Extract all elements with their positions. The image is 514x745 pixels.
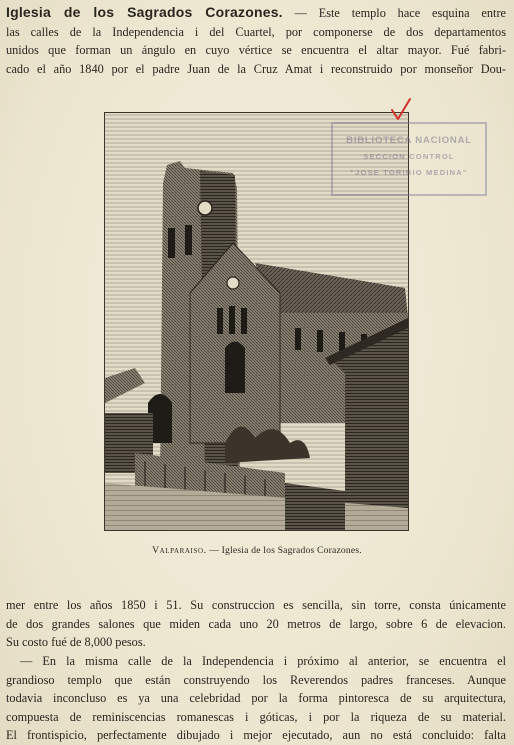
stamp-line-2: SECCION CONTROL (363, 152, 455, 161)
figure-caption (0, 545, 514, 556)
bottom1-line-2: de dos grandes salones que miden cada uno 20 metros de largo, sobre 6 de elevacion. (6, 616, 506, 631)
library-stamp (331, 122, 487, 196)
top-line-1-text: — Este templo hace esquina entre (282, 6, 506, 20)
caption-title: — Iglesia de los Sagrados Corazones. (206, 545, 362, 556)
bottom2-line-2: grandioso templo que están construyendo los Reverendos padres franceses. Aunque (6, 672, 506, 687)
red-checkmark (390, 97, 412, 123)
stamp-line-3: "JOSE TORIBIO MEDINA" (350, 168, 468, 177)
section-heading: Iglesia de los Sagrados Corazones. (6, 4, 283, 20)
top-line-3: unidos que forman un ángulo en cuyo vértice se encuentra el altar mayor. Fué fabri- (6, 43, 506, 58)
rose-window-tower (198, 201, 212, 215)
top-line-1 (6, 3, 506, 23)
bottom-paragraph-2 (6, 652, 506, 745)
top-line-2: las calles de la Independencia i del Cuartel, por componerse de dos departamentos (6, 24, 506, 39)
caption-place: Valparaiso. (152, 545, 207, 556)
bottom-paragraph-1 (6, 596, 506, 652)
bottom2-line-1: — En la misma calle de la Independencia i próximo al anterior, se encuentra el (20, 654, 506, 668)
bottom2-line-3: todavia inconcluso es ya una celebridad por la forma pintoresca de su arquitectura, (6, 691, 506, 706)
top-paragraph (6, 3, 506, 78)
stamp-line-1: BIBLIOTECA NACIONAL (346, 135, 472, 146)
right-palisade (285, 483, 345, 530)
bottom1-line-1: mer entre los años 1850 i 51. Su construccion es sencilla, sin torre, consta únicamente (6, 598, 506, 612)
top-line-4: cado el año 1840 por el padre Juan de la Cruz Amat i reconstruido por monseñor Dou- (6, 61, 506, 76)
bottom2-line-5: El frontispicio, perfectamente dibujado i mejor ejecutado, aun no está concluido: falta (6, 728, 506, 743)
bottom2-line-4: compuesta de reminiscencias romanescas i góticas, i por la riqueza de su material. (6, 709, 506, 724)
bottom1-line-3: Su costo fué de 8,000 pesos. (6, 635, 146, 650)
